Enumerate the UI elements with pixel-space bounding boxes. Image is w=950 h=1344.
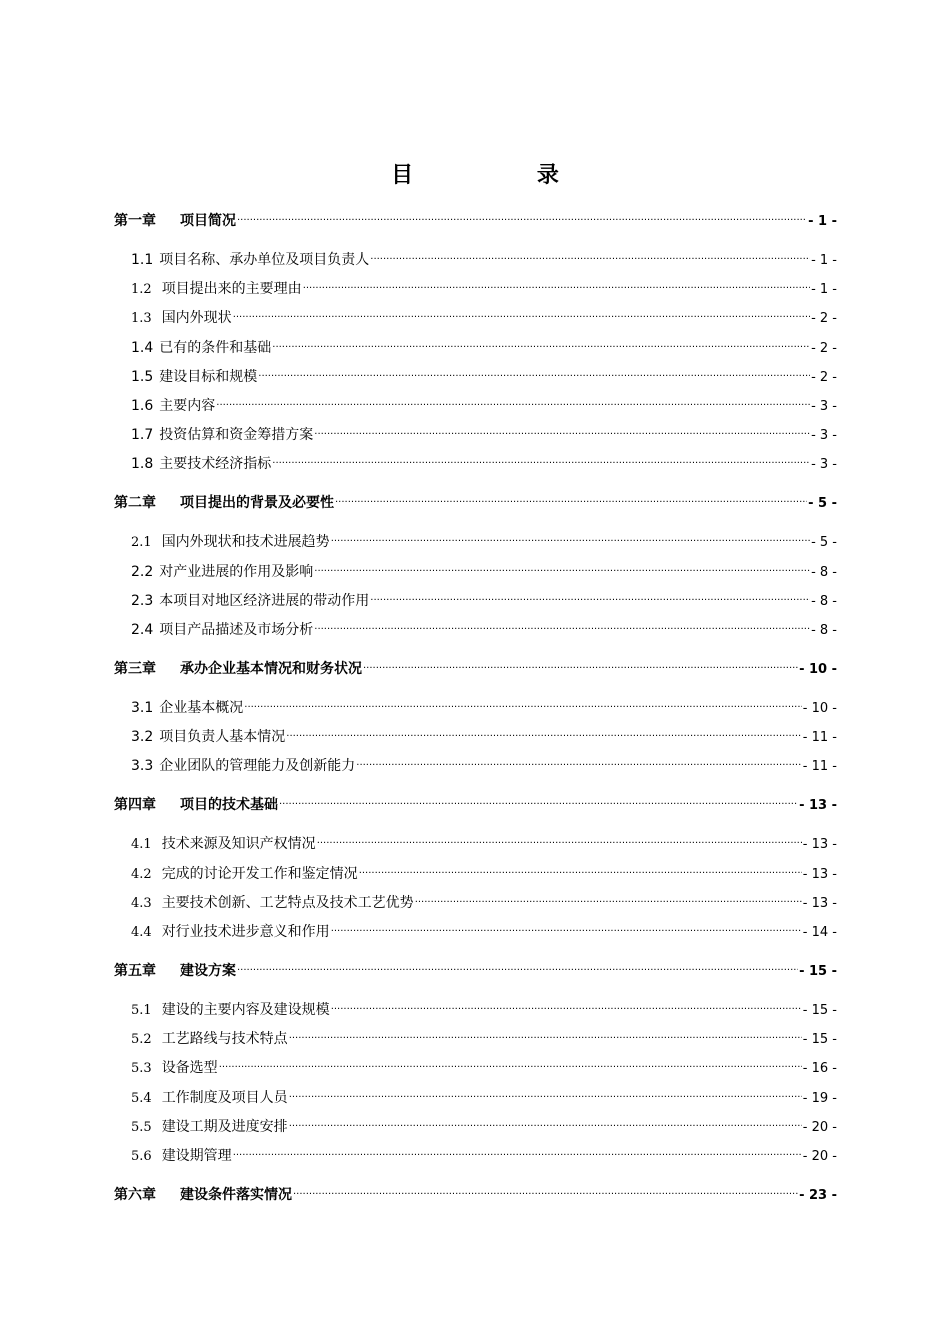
toc-entry-title: 项目产品描述及市场分析 [159, 622, 314, 638]
toc-entry-page-number: - 8 - [811, 594, 837, 609]
toc-dot-leader [370, 244, 810, 264]
toc-dot-leader [272, 448, 810, 468]
toc-entry-number: 1.5 [131, 369, 154, 385]
toc-entry-page-number: - 15 - [799, 964, 837, 979]
toc-dot-leader [317, 828, 802, 848]
toc-entry-title: 项目提出来的主要理由 [161, 281, 302, 297]
toc-entry-number: 3.2 [131, 729, 154, 745]
toc-section-entry[interactable] [131, 692, 837, 716]
toc-dot-leader [219, 1052, 802, 1072]
toc-dot-leader [237, 205, 807, 225]
toc-entry-page-number: - 5 - [811, 535, 837, 550]
toc-section-entry[interactable] [131, 332, 837, 356]
toc-entry-title: 主要内容 [159, 398, 216, 414]
toc-entry-number: 2.1 [131, 535, 152, 550]
toc-entry-title: 项目负责人基本情况 [159, 729, 286, 745]
toc-entry-page-number: - 3 - [811, 399, 837, 414]
toc-dot-leader [314, 614, 810, 634]
toc-entry-page-number: - 2 - [811, 370, 837, 385]
toc-entry-number: 4.2 [131, 867, 152, 882]
toc-entry-page-number: - 15 - [802, 1003, 837, 1018]
toc-entry-page-number: - 2 - [811, 311, 837, 326]
toc-title: 目 录 [391, 163, 617, 188]
toc-entry-title: 建设方案 [180, 963, 236, 979]
toc-dot-leader [286, 721, 802, 741]
toc-entry-number: 3.1 [131, 700, 154, 716]
toc-dot-leader [314, 556, 810, 576]
toc-entry-page-number: - 2 - [811, 341, 837, 356]
toc-entry-number: 第六章 [114, 1187, 156, 1203]
toc-entry-number: 4.4 [131, 925, 152, 940]
toc-entry-title: 投资估算和资金筹措方案 [159, 427, 314, 443]
toc-chapter-entry[interactable] [114, 955, 837, 979]
toc-entry-title: 设备选型 [161, 1060, 218, 1076]
toc-dot-leader [244, 692, 802, 712]
toc-entry-number: 1.8 [131, 456, 154, 472]
toc-entry-title: 已有的条件和基础 [159, 340, 272, 356]
toc-entry-page-number: - 10 - [799, 662, 837, 677]
toc-entry-title: 工艺路线与技术特点 [161, 1031, 288, 1047]
toc-dot-leader [331, 526, 810, 546]
toc-entry-page-number: - 1 - [808, 214, 837, 229]
toc-entry-number: 2.4 [131, 622, 154, 638]
toc-chapter-entry[interactable] [114, 653, 837, 677]
toc-section-entry[interactable] [131, 302, 837, 326]
toc-dot-leader [289, 1111, 802, 1131]
toc-entry-number: 5.6 [131, 1149, 152, 1164]
toc-entry-title: 企业基本概况 [159, 700, 244, 716]
toc-section-entry[interactable] [131, 1082, 837, 1106]
toc-section-entry[interactable] [131, 1111, 837, 1135]
toc-entry-number: 1.4 [131, 340, 154, 356]
toc-section-entry[interactable] [131, 526, 837, 550]
toc-entry-title: 主要技术经济指标 [159, 456, 272, 472]
toc-entry-title: 建设工期及进度安排 [161, 1119, 288, 1135]
toc-entry-number: 5.4 [131, 1091, 152, 1106]
toc-entry-number: 1.6 [131, 398, 154, 414]
toc-section-entry[interactable] [131, 361, 837, 385]
toc-entry-number: 4.1 [131, 837, 152, 852]
toc-section-entry[interactable] [131, 244, 837, 268]
toc-entry-title: 技术来源及知识产权情况 [161, 836, 316, 852]
toc-entry-number: 2.3 [131, 593, 154, 609]
toc-entry-page-number: - 1 - [811, 282, 837, 297]
toc-section-entry[interactable] [131, 585, 837, 609]
toc-section-entry[interactable] [131, 419, 837, 443]
toc-section-entry[interactable] [131, 1023, 837, 1047]
toc-entry-number: 1.7 [131, 427, 154, 443]
toc-entry-title: 项目简况 [180, 213, 236, 229]
toc-dot-leader [331, 994, 802, 1014]
toc-entry-title: 国内外现状和技术进展趋势 [161, 534, 330, 550]
toc-entry-number: 1.3 [131, 311, 152, 326]
toc-entry-page-number: - 20 - [802, 1120, 837, 1135]
toc-dot-leader [359, 858, 802, 878]
toc-entry-title: 工作制度及项目人员 [161, 1090, 288, 1106]
toc-entry-title: 项目的技术基础 [180, 797, 278, 813]
toc-entry-page-number: - 14 - [802, 925, 837, 940]
toc-entry-page-number: - 15 - [802, 1032, 837, 1047]
toc-entry-title: 企业团队的管理能力及创新能力 [159, 758, 356, 774]
toc-chapter-entry[interactable] [114, 205, 837, 229]
toc-section-entry[interactable] [131, 721, 837, 745]
toc-dot-leader [356, 750, 802, 770]
toc-entry-page-number: - 19 - [802, 1091, 837, 1106]
toc-entry-number: 5.3 [131, 1061, 152, 1076]
toc-entry-number: 1.1 [131, 252, 154, 268]
toc-chapter-entry[interactable] [114, 1179, 837, 1203]
toc-entry-title: 项目提出的背景及必要性 [180, 495, 334, 511]
toc-dot-leader [303, 273, 810, 293]
toc-entry-title: 主要技术创新、工艺特点及技术工艺优势 [161, 895, 414, 911]
toc-entry-page-number: - 1 - [811, 253, 837, 268]
toc-entry-number: 1.2 [131, 282, 152, 297]
toc-entry-title: 完成的讨论开发工作和鉴定情况 [161, 866, 358, 882]
toc-entry-page-number: - 13 - [802, 896, 837, 911]
toc-dot-leader [370, 585, 810, 605]
toc-entry-number: 5.5 [131, 1120, 152, 1135]
toc-dot-leader [314, 419, 810, 439]
toc-entry-number: 第一章 [114, 213, 156, 229]
toc-dot-leader [258, 361, 810, 381]
toc-entry-page-number: - 8 - [811, 565, 837, 580]
toc-entry-title: 对行业技术进步意义和作用 [161, 924, 330, 940]
toc-dot-leader [293, 1179, 798, 1199]
toc-dot-leader [289, 1082, 802, 1102]
toc-entry-page-number: - 16 - [802, 1061, 837, 1076]
toc-entry-page-number: - 11 - [802, 759, 837, 774]
toc-dot-leader [335, 487, 807, 507]
toc-dot-leader [216, 390, 810, 410]
toc-section-entry[interactable] [131, 887, 837, 911]
toc-entry-number: 5.1 [131, 1003, 152, 1018]
toc-entry-title: 承办企业基本情况和财务状况 [180, 661, 362, 677]
toc-dot-leader [331, 916, 802, 936]
toc-entry-number: 第四章 [114, 797, 156, 813]
toc-chapter-entry[interactable] [114, 789, 837, 813]
toc-entry-title: 对产业进展的作用及影响 [159, 564, 314, 580]
toc-entry-number: 第三章 [114, 661, 156, 677]
toc-entry-title: 本项目对地区经济进展的带动作用 [159, 593, 370, 609]
toc-entry-number: 3.3 [131, 758, 154, 774]
toc-entry-page-number: - 3 - [811, 457, 837, 472]
toc-dot-leader [279, 789, 798, 809]
toc-entry-title: 建设期管理 [161, 1148, 232, 1164]
toc-section-entry[interactable] [131, 994, 837, 1018]
toc-entry-page-number: - 23 - [799, 1188, 837, 1203]
toc-dot-leader [272, 332, 810, 352]
toc-entry-number: 4.3 [131, 896, 152, 911]
toc-chapter-entry[interactable] [114, 487, 837, 511]
toc-entry-title: 国内外现状 [161, 310, 232, 326]
toc-section-entry[interactable] [131, 828, 837, 852]
toc-entry-page-number: - 13 - [799, 798, 837, 813]
toc-entry-page-number: - 10 - [802, 701, 837, 716]
toc-entry-page-number: - 13 - [802, 867, 837, 882]
toc-section-entry[interactable] [131, 1052, 837, 1076]
toc-dot-leader [237, 955, 798, 975]
toc-entry-page-number: - 11 - [802, 730, 837, 745]
toc-entry-title: 建设条件落实情况 [180, 1187, 292, 1203]
toc-entry-number: 第二章 [114, 495, 156, 511]
toc-dot-leader [363, 653, 798, 673]
toc-section-entry[interactable] [131, 750, 837, 774]
toc-section-entry[interactable] [131, 448, 837, 472]
toc-entry-title: 项目名称、承办单位及项目负责人 [159, 252, 370, 268]
toc-dot-leader [233, 1140, 802, 1160]
toc-entry-page-number: - 20 - [802, 1149, 837, 1164]
toc-entry-title: 建设目标和规模 [159, 369, 258, 385]
toc-entry-page-number: - 8 - [811, 623, 837, 638]
toc-section-entry[interactable] [131, 858, 837, 882]
toc-entry-page-number: - 13 - [802, 837, 837, 852]
toc-entry-number: 5.2 [131, 1032, 152, 1047]
toc-section-entry[interactable] [131, 273, 837, 297]
toc-entry-page-number: - 3 - [811, 428, 837, 443]
toc-section-entry[interactable] [131, 614, 837, 638]
toc-section-entry[interactable] [131, 916, 837, 940]
toc-section-entry[interactable] [131, 1140, 837, 1164]
toc-dot-leader [233, 302, 810, 322]
toc-dot-leader [289, 1023, 802, 1043]
toc-dot-leader [415, 887, 802, 907]
toc-entry-title: 建设的主要内容及建设规模 [161, 1002, 330, 1018]
toc-section-entry[interactable] [131, 390, 837, 414]
toc-entry-page-number: - 5 - [808, 496, 837, 511]
toc-section-entry[interactable] [131, 556, 837, 580]
toc-entry-number: 2.2 [131, 564, 154, 580]
toc-entry-number: 第五章 [114, 963, 156, 979]
